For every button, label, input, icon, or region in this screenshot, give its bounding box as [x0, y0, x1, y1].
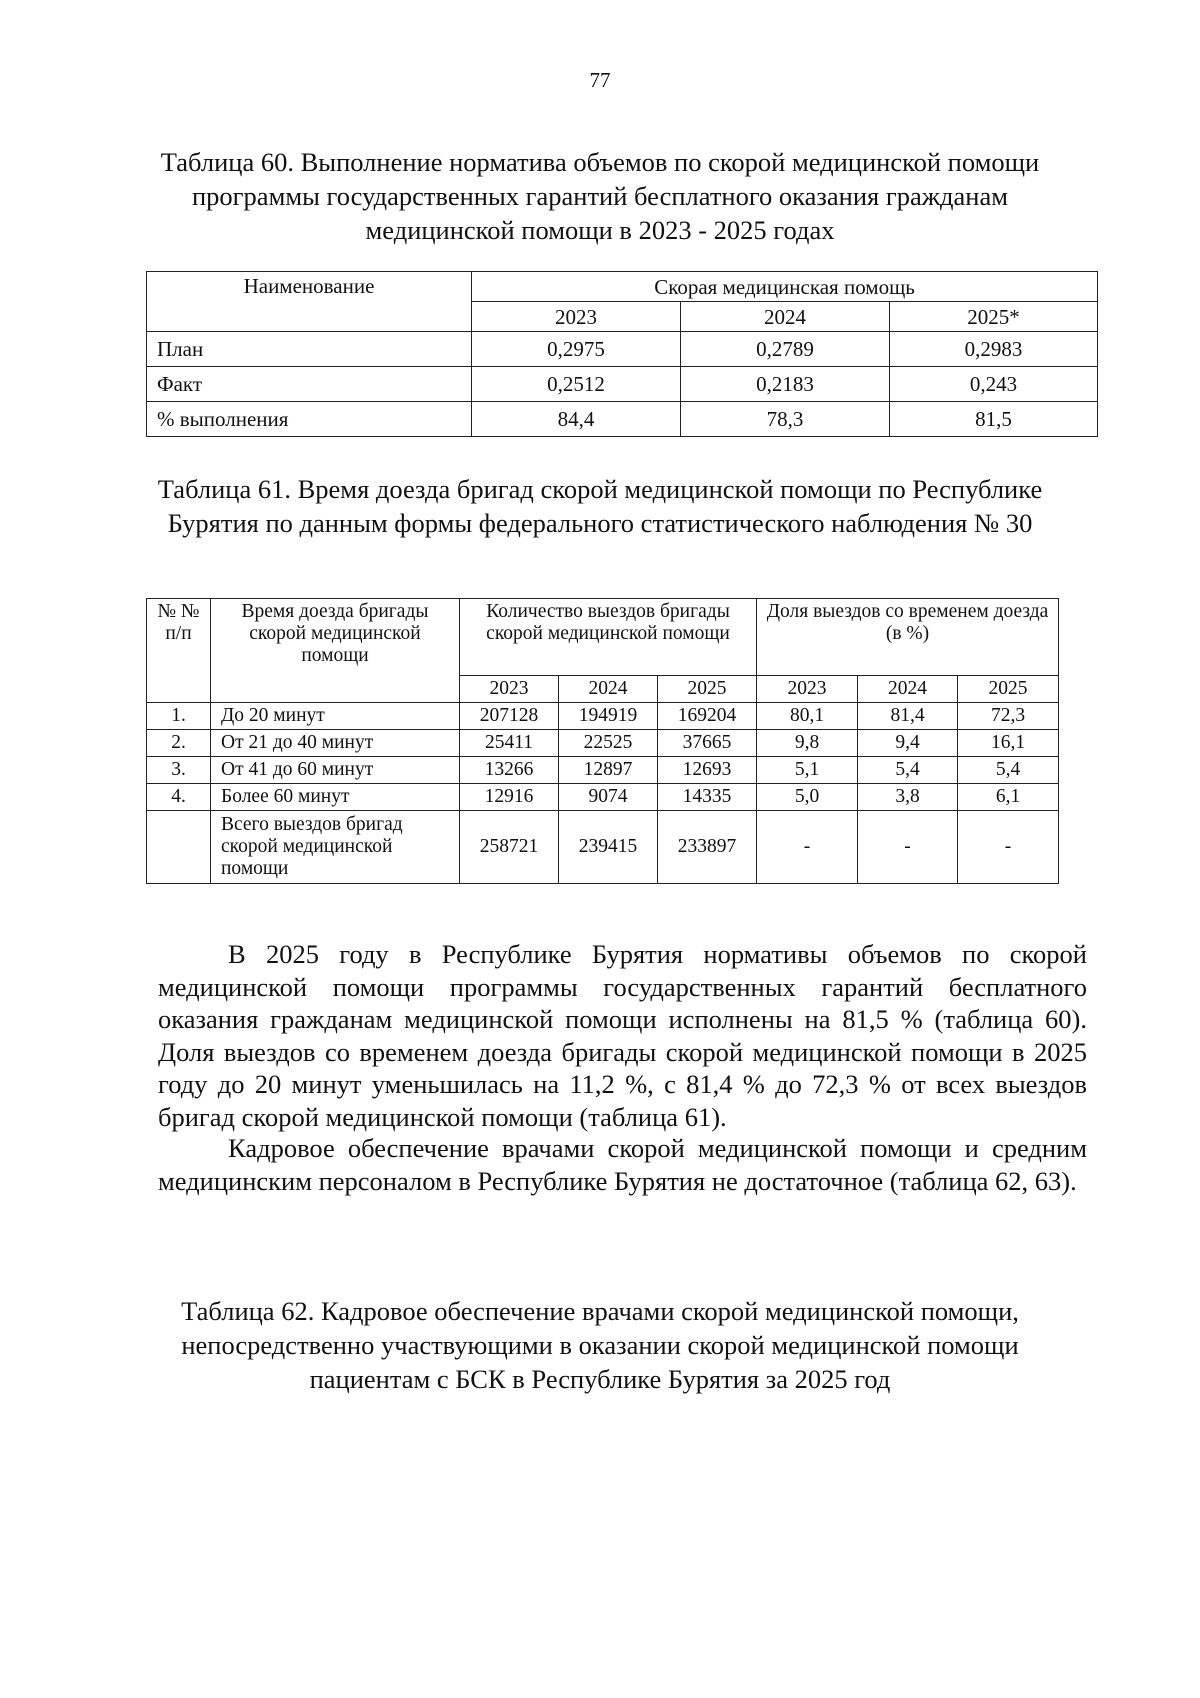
table-cell: 0,2512 [472, 367, 681, 402]
table-row [147, 784, 1059, 811]
paragraph [158, 1132, 1087, 1197]
table-cell: 78,3 [681, 402, 890, 437]
table-60-caption: Таблица 60. Выполнение норматива объемов по скорой медицинской помощи программы государственных гарантий бесплатного оказания гражданам медицинской помощи в 2023 - 2025 годах [160, 147, 1040, 245]
table-cell: 25411 [460, 730, 559, 757]
table-cell: 84,4 [472, 402, 681, 437]
paragraph [158, 938, 1087, 1133]
year-header: 2025 [958, 676, 1059, 703]
table-cell: 258721 [460, 811, 559, 884]
table-cell: 3,8 [858, 784, 958, 811]
row-number: 4. [147, 784, 211, 811]
table-cell: 81,5 [890, 402, 1098, 437]
table-cell: 14335 [658, 784, 757, 811]
table-cell: 0,2975 [472, 332, 681, 367]
table-cell: 0,243 [890, 367, 1098, 402]
row-number: 3. [147, 757, 211, 784]
table-cell: 72,3 [958, 703, 1059, 730]
row-label: Более 60 минут [211, 784, 460, 811]
table-cell: 207128 [460, 703, 559, 730]
row-label: Всего выездов бригад скорой медицинской помощи [211, 811, 460, 884]
year-header: 2024 [559, 676, 658, 703]
table-cell: 80,1 [757, 703, 858, 730]
table-cell: 6,1 [958, 784, 1059, 811]
table-total-row [147, 811, 1059, 884]
row-label: % выполнения [147, 402, 472, 437]
table-cell: - [958, 811, 1059, 884]
page-number: 77 [589, 68, 611, 92]
row-label: План [147, 332, 472, 367]
row-number [147, 811, 211, 884]
column-header-time: Время доезда бригады скорой медицинской помощи [211, 599, 460, 703]
table-cell: - [858, 811, 958, 884]
row-number: 1. [147, 703, 211, 730]
year-header: 2023 [460, 676, 559, 703]
column-header-name: Наименование [147, 272, 472, 332]
table-cell: 16,1 [958, 730, 1059, 757]
column-header-group: Скорая медицинская помощь [472, 272, 1098, 302]
table-row [147, 367, 1098, 402]
year-header: 2024 [858, 676, 958, 703]
column-header-count: Количество выездов бригады скорой медицинской помощи [460, 599, 757, 676]
table-row [147, 757, 1059, 784]
table-cell: 169204 [658, 703, 757, 730]
paragraph-text: В 2025 году в Республике Бурятия нормативы объемов по скорой медицинской помощи программы государственных гарантий бесплатного оказания гражданам медицинской помощи исполнены на 81,5 % (таблица 60). Доля выездов со временем доезда бригады скорой медицинской помощи в 2025 году до 20 минут уменьшилась на 11,2 %, с 81,4 % до 72,3 % от всех выездов бригад скорой медицинской помощи (таблица 61). [158, 939, 1087, 1132]
table-cell: 5,1 [757, 757, 858, 784]
table-cell: 9074 [559, 784, 658, 811]
table-61 [146, 598, 1059, 884]
table-cell: 233897 [658, 811, 757, 884]
year-header: 2025* [890, 302, 1098, 332]
row-label: До 20 минут [211, 703, 460, 730]
table-cell: 0,2183 [681, 367, 890, 402]
table-cell: 9,8 [757, 730, 858, 757]
year-header: 2024 [681, 302, 890, 332]
table-row [147, 402, 1098, 437]
table-cell: 22525 [559, 730, 658, 757]
column-header-share: Доля выездов со временем доезда (в %) [757, 599, 1059, 676]
table-cell: 13266 [460, 757, 559, 784]
row-label: От 21 до 40 минут [211, 730, 460, 757]
table-cell: 12693 [658, 757, 757, 784]
table-cell: 5,4 [958, 757, 1059, 784]
table-row [147, 730, 1059, 757]
table-cell: 5,4 [858, 757, 958, 784]
paragraph-text: Кадровое обеспечение врачами скорой медицинской помощи и средним медицинским персоналом в Республике Бурятия не достаточное (таблица 62, 63). [158, 1133, 1087, 1196]
table-cell: 12916 [460, 784, 559, 811]
year-header: 2023 [472, 302, 681, 332]
table-cell: 12897 [559, 757, 658, 784]
row-label: Факт [147, 367, 472, 402]
table-row [147, 332, 1098, 367]
row-label: От 41 до 60 минут [211, 757, 460, 784]
table-cell: 5,0 [757, 784, 858, 811]
table-61-caption: Таблица 61. Время доезда бригад скорой медицинской помощи по Республике Бурятия по данным формы федерального статистического наблюдения № 30 [157, 474, 1043, 538]
year-header: 2023 [757, 676, 858, 703]
year-header: 2025 [658, 676, 757, 703]
table-cell: 9,4 [858, 730, 958, 757]
table-row [147, 703, 1059, 730]
row-number: 2. [147, 730, 211, 757]
table-cell: 194919 [559, 703, 658, 730]
table-cell: 0,2789 [681, 332, 890, 367]
column-header-number: № № п/п [147, 599, 211, 703]
table-62-caption: Таблица 62. Кадровое обеспечение врачами скорой медицинской помощи, непосредственно участвующими в оказании скорой медицинской помощи пациентам с БСК в Республике Бурятия за 2025 год [181, 1296, 1019, 1394]
table-60 [146, 271, 1098, 437]
table-cell: 239415 [559, 811, 658, 884]
table-cell: - [757, 811, 858, 884]
table-cell: 81,4 [858, 703, 958, 730]
table-cell: 0,2983 [890, 332, 1098, 367]
table-cell: 37665 [658, 730, 757, 757]
